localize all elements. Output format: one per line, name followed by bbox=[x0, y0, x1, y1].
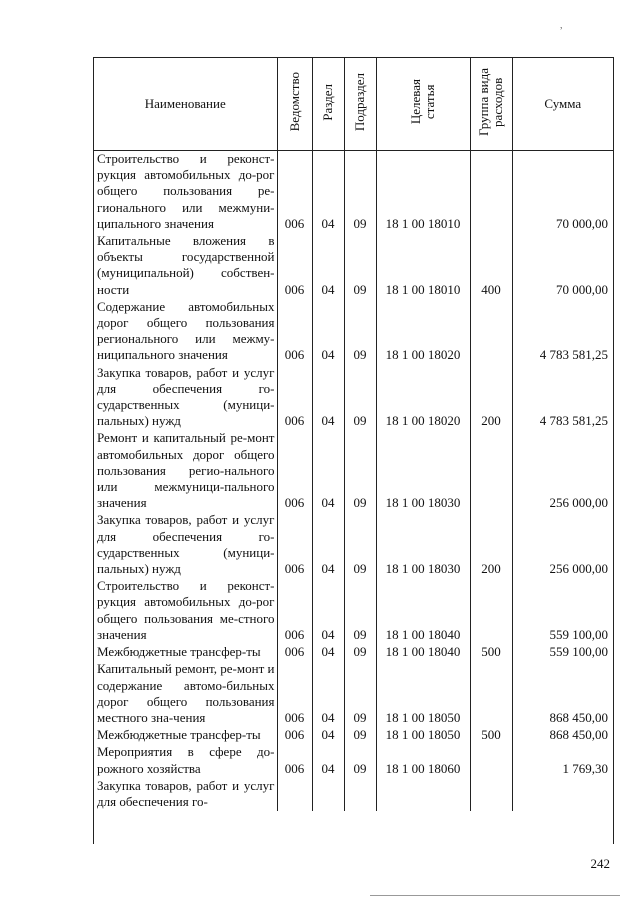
cell-name: Ремонт и капитальный ре-монт автомобильных дорог общего пользования регио-нального или межмуници-пального значения bbox=[97, 430, 275, 511]
cell-razdel: 04 bbox=[312, 661, 344, 727]
cell-gruppa bbox=[470, 299, 512, 365]
header-summa-label: Сумма bbox=[544, 96, 582, 111]
cell-gruppa: 200 bbox=[470, 512, 512, 578]
cell-vedomstvo: 006 bbox=[277, 151, 312, 234]
cell-gruppa bbox=[470, 661, 512, 727]
cell-podrazdel: 09 bbox=[344, 578, 376, 644]
header-vedomstvo-label: Ведомство bbox=[286, 72, 302, 132]
cell-name: Закупка товаров, работ и услуг для обеспечения го-сударственных (муници-пальных) нужд bbox=[97, 512, 275, 577]
cell-vedomstvo: 006 bbox=[277, 727, 312, 744]
cell-razdel: 04 bbox=[312, 727, 344, 744]
cell-celevaya: 18 1 00 18020 bbox=[376, 365, 470, 431]
header-celevaya bbox=[376, 58, 470, 151]
table-row bbox=[94, 151, 613, 234]
cell-summa: 256 000,00 bbox=[512, 430, 613, 512]
cell-vedomstvo: 006 bbox=[277, 430, 312, 512]
cell-gruppa bbox=[470, 778, 512, 811]
header-name bbox=[94, 58, 277, 151]
cell-gruppa bbox=[470, 430, 512, 512]
header-celevaya-label: Целевая статья bbox=[408, 79, 437, 125]
cell-celevaya: 18 1 00 18010 bbox=[376, 233, 470, 299]
cell-celevaya: 18 1 00 18030 bbox=[376, 512, 470, 578]
cell-summa: 559 100,00 bbox=[512, 644, 613, 661]
cell-razdel: 04 bbox=[312, 233, 344, 299]
bottom-rule bbox=[370, 895, 620, 896]
cell-vedomstvo: 006 bbox=[277, 578, 312, 644]
scan-mark: , bbox=[560, 20, 563, 31]
header-name-label: Наименование bbox=[144, 96, 226, 111]
cell-gruppa bbox=[470, 744, 512, 777]
cell-summa: 4 783 581,25 bbox=[512, 299, 613, 365]
table-row bbox=[94, 578, 613, 644]
cell-summa: 4 783 581,25 bbox=[512, 365, 613, 431]
header-gruppa-label: Группа вида расходов bbox=[476, 68, 505, 136]
table-row bbox=[94, 727, 613, 744]
budget-table-frame bbox=[93, 57, 614, 844]
header-summa bbox=[512, 58, 613, 151]
cell-name: Межбюджетные трансфер-ты bbox=[97, 727, 261, 743]
cell-vedomstvo: 006 bbox=[277, 512, 312, 578]
cell-vedomstvo bbox=[277, 778, 312, 811]
table-row bbox=[94, 299, 613, 365]
cell-name: Строительство и реконст-рукция автомобильных до-рог общего пользования ме-стного значения bbox=[97, 578, 275, 642]
table-row bbox=[94, 744, 613, 777]
header-razdel-label: Раздел bbox=[320, 83, 335, 121]
table-row bbox=[94, 512, 613, 578]
cell-summa bbox=[512, 778, 613, 811]
cell-vedomstvo: 006 bbox=[277, 661, 312, 727]
cell-vedomstvo: 006 bbox=[277, 299, 312, 365]
cell-name: Закупка товаров, работ и услуг для обеспечения го- bbox=[97, 777, 275, 809]
cell-celevaya: 18 1 00 18030 bbox=[376, 430, 470, 512]
table-row bbox=[94, 430, 613, 512]
header-vedomstvo bbox=[277, 58, 312, 151]
cell-gruppa: 500 bbox=[470, 644, 512, 661]
cell-razdel: 04 bbox=[312, 744, 344, 777]
cell-razdel: 04 bbox=[312, 365, 344, 431]
cell-gruppa: 500 bbox=[470, 727, 512, 744]
header-podrazdel-label: Подраздел bbox=[352, 72, 367, 132]
cell-celevaya: 18 1 00 18040 bbox=[376, 578, 470, 644]
cell-podrazdel: 09 bbox=[344, 299, 376, 365]
cell-gruppa bbox=[470, 578, 512, 644]
cell-celevaya bbox=[376, 778, 470, 811]
cell-name: Капитальные вложения в объекты государственной (муниципальной) собствен-ности bbox=[97, 233, 275, 297]
cell-name: Капитальный ремонт, ре-монт и содержание автомо-бильных дорог общего пользования местного зна-чения bbox=[97, 661, 275, 725]
cell-razdel: 04 bbox=[312, 512, 344, 578]
cell-razdel: 04 bbox=[312, 299, 344, 365]
cell-podrazdel: 09 bbox=[344, 151, 376, 234]
cell-podrazdel: 09 bbox=[344, 661, 376, 727]
cell-podrazdel: 09 bbox=[344, 644, 376, 661]
cell-celevaya: 18 1 00 18040 bbox=[376, 644, 470, 661]
table-row bbox=[94, 661, 613, 727]
cell-vedomstvo: 006 bbox=[277, 233, 312, 299]
header-razdel bbox=[312, 58, 344, 151]
cell-summa: 868 450,00 bbox=[512, 661, 613, 727]
table-row bbox=[94, 365, 613, 431]
cell-summa: 1 769,30 bbox=[512, 744, 613, 777]
cell-gruppa: 400 bbox=[470, 233, 512, 299]
cell-podrazdel: 09 bbox=[344, 727, 376, 744]
cell-celevaya: 18 1 00 18010 bbox=[376, 151, 470, 234]
cell-razdel bbox=[312, 778, 344, 811]
cell-razdel: 04 bbox=[312, 578, 344, 644]
cell-summa: 559 100,00 bbox=[512, 578, 613, 644]
table-row bbox=[94, 233, 613, 299]
cell-podrazdel bbox=[344, 778, 376, 811]
cell-podrazdel: 09 bbox=[344, 233, 376, 299]
cell-razdel: 04 bbox=[312, 151, 344, 234]
cell-name: Мероприятия в сфере до-рожного хозяйства bbox=[97, 744, 275, 776]
page-number: 242 bbox=[590, 856, 610, 871]
cell-podrazdel: 09 bbox=[344, 430, 376, 512]
cell-name: Строительство и реконст-рукция автомобильных до-рог общего пользования ре-гионального или межмуни-ципального значения bbox=[97, 151, 275, 231]
cell-summa: 70 000,00 bbox=[512, 233, 613, 299]
cell-celevaya: 18 1 00 18050 bbox=[376, 661, 470, 727]
table-header-row bbox=[94, 58, 613, 151]
cell-summa: 256 000,00 bbox=[512, 512, 613, 578]
cell-vedomstvo: 006 bbox=[277, 365, 312, 431]
cell-podrazdel: 09 bbox=[344, 365, 376, 431]
cell-razdel: 04 bbox=[312, 430, 344, 512]
cell-celevaya: 18 1 00 18050 bbox=[376, 727, 470, 744]
cell-gruppa: 200 bbox=[470, 365, 512, 431]
header-podrazdel bbox=[344, 58, 376, 151]
cell-podrazdel: 09 bbox=[344, 744, 376, 777]
cell-summa: 868 450,00 bbox=[512, 727, 613, 744]
cell-celevaya: 18 1 00 18020 bbox=[376, 299, 470, 365]
table-row bbox=[94, 644, 613, 661]
cell-name: Содержание автомобильных дорог общего пользования регионального или межму-ниципального значения bbox=[97, 298, 275, 363]
cell-summa: 70 000,00 bbox=[512, 151, 613, 234]
cell-vedomstvo: 006 bbox=[277, 644, 312, 661]
cell-razdel: 04 bbox=[312, 644, 344, 661]
cell-vedomstvo: 006 bbox=[277, 744, 312, 777]
table-row bbox=[94, 778, 613, 811]
budget-table bbox=[94, 58, 613, 811]
cell-gruppa bbox=[470, 151, 512, 234]
cell-name: Закупка товаров, работ и услуг для обеспечения го-сударственных (муници-пальных) нужд bbox=[97, 364, 275, 429]
table-body bbox=[94, 151, 613, 812]
cell-podrazdel: 09 bbox=[344, 512, 376, 578]
cell-celevaya: 18 1 00 18060 bbox=[376, 744, 470, 777]
cell-name: Межбюджетные трансфер-ты bbox=[97, 644, 261, 660]
header-gruppa bbox=[470, 58, 512, 151]
